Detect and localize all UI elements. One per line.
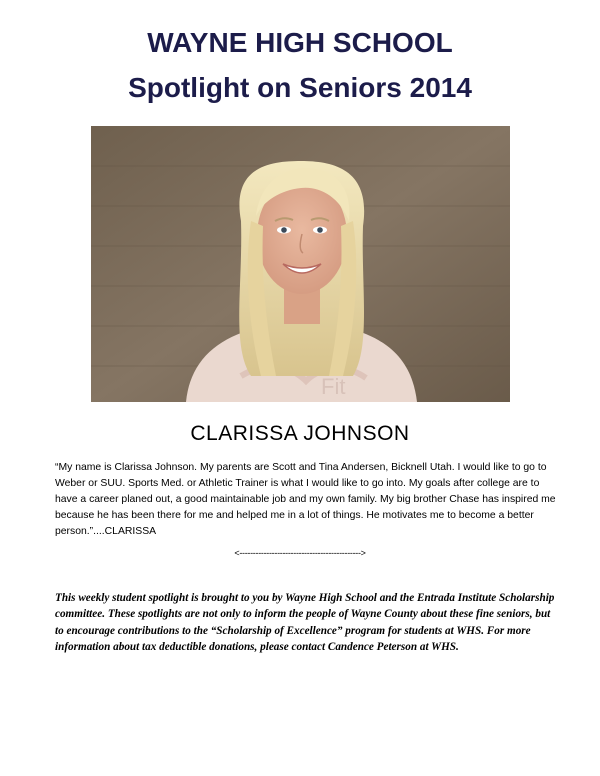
student-quote: “My name is Clarissa Johnson. My parents are Scott and Tina Andersen, Bicknell Utah. I would like to go to Weber or SUU. Sports Med. or Athletic Trainer is what I would like to go into. My goals after college are to have a career planed out, a good maintainable job and my own family. My big brother Chase has inspired me because he has been there for me and helped me in a lot of things. He motivates me to become a better person.”....CLARISSA	[55, 462, 556, 537]
svg-text:Fit: Fit	[321, 374, 346, 399]
page-title-spotlight: Spotlight on Seniors 2014	[128, 72, 472, 103]
page-title-school: WAYNE HIGH SCHOOL	[147, 27, 453, 58]
sponsor-note: This weekly student spotlight is brought to you by Wayne High School and the Entrada Institute Scholarship committee. These spotlights are not only to inform the people of Wayne County about these fine seniors, but to encourage contributions to the “Scholarship of Excellence” program for students at WHS. For more information about tax deductible donations, please contact Candence Peterson at WHS.	[55, 592, 555, 653]
student-photo	[91, 126, 510, 402]
student-name: CLARISSA JOHNSON	[190, 422, 410, 445]
section-divider: <--------------------------------------------->	[234, 548, 366, 558]
